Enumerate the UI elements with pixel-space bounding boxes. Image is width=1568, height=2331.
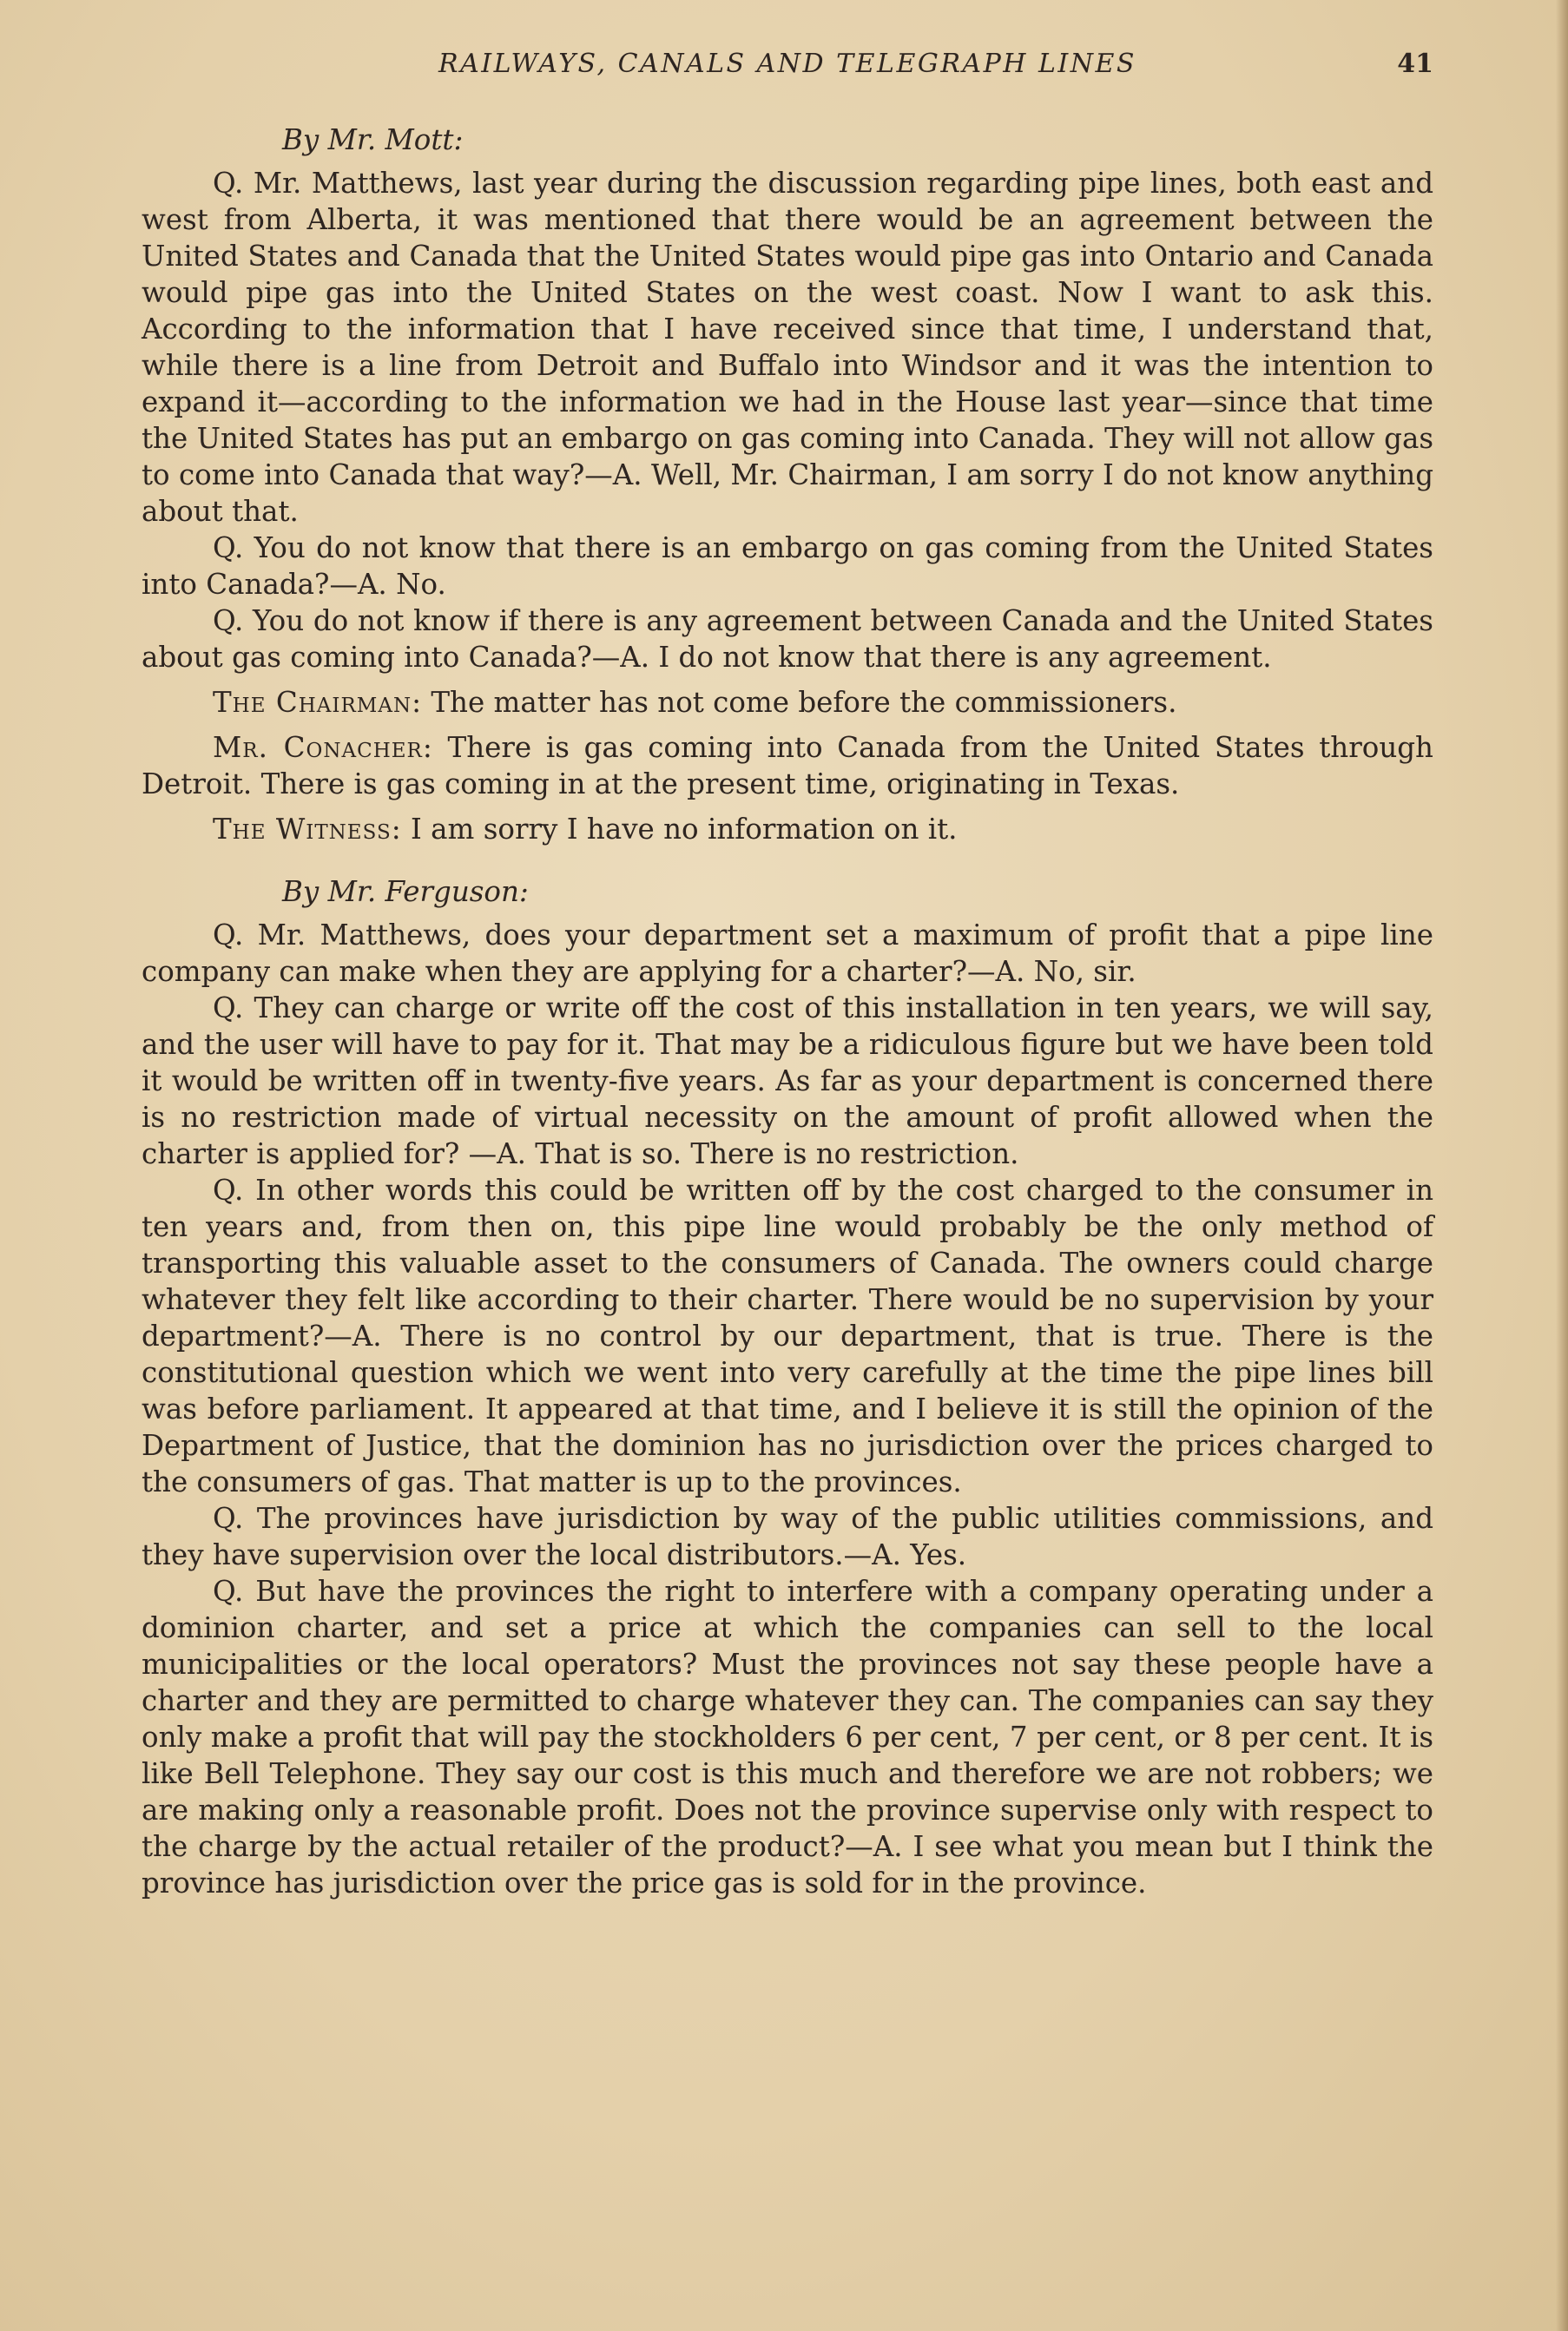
page-edge-shadow <box>1556 0 1568 2331</box>
header-title: RAILWAYS, CANALS AND TELEGRAPH LINES <box>438 49 1136 79</box>
paragraph: Q. The provinces have jurisdiction by way of the public utilities commissions, and they have supervision over the local distributors.—A. Yes. <box>142 1502 1433 1571</box>
paragraph: Q. You do not know if there is any agreement between Canada and the United States about gas coming into Canada?—A. I do not know that there is any agreement. <box>142 604 1433 674</box>
section-heading-ferguson: By Mr. Ferguson: <box>282 875 529 908</box>
paragraph: Q. Mr. Matthews, does your department set a maximum of profit that a pipe line company can make when they are applying for a charter?—A. No, sir. <box>142 919 1433 988</box>
dialogue-line <box>142 729 1433 802</box>
dialogue-text: There is gas coming into Canada from the United States through Detroit. There is gas coming in at the present time, originating in Texas. <box>142 731 1433 800</box>
speaker-label: The Chairman: <box>213 686 423 719</box>
dialogue-text: The matter has not come before the commissioners. <box>431 686 1177 719</box>
dialogue-text: I am sorry I have no information on it. <box>411 813 958 846</box>
speaker-label: Mr. Conacher: <box>213 731 433 764</box>
dialogue-line <box>142 811 1433 847</box>
paragraph: Q. They can charge or write off the cost of this installation in ten years, we will say, and the user will have to pay for it. That may be a ridiculous figure but we have been told it would be written off in twenty-five years. As far as your department is concerned there is no restriction made of virtual necessity on the amount of profit allowed when the charter is applied for? —A. That is so. There is no restriction. <box>142 991 1433 1170</box>
paragraph: Q. You do not know that there is an embargo on gas coming from the United States into Canada?—A. No. <box>142 531 1433 601</box>
running-header <box>142 49 1433 87</box>
page-number: 41 <box>1397 49 1433 79</box>
speaker-label: The Witness: <box>213 813 402 846</box>
section-heading-mott: By Mr. Mott: <box>282 123 464 156</box>
paragraph: Q. But have the provinces the right to interfere with a company operating under a dominion charter, and set a price at which the companies can sell to the local municipalities or the local operators? Must the provinces not say these people have a charter and they are permitted to charge whatever they can. The companies can say they only make a profit that will pay the stockholders 6 per cent, 7 per cent, or 8 per cent. It is like Bell Telephone. They say our cost is this much and therefore we are not robbers; we are making only a reasonable profit. Does not the province supervise only with respect to the charge by the actual retailer of the product?—A. I see what you mean but I think the province has jurisdiction over the price gas is sold for in the province. <box>142 1575 1433 1900</box>
transcript-body <box>142 122 1433 1901</box>
paragraph: Q. Mr. Matthews, last year during the discussion regarding pipe lines, both east and west from Alberta, it was mentioned that there would be an agreement between the United States and Canada that the United States would pipe gas into Ontario and Canada would pipe gas into the United States on the west coast. Now I want to ask this. According to the information that I have received since that time, I understand that, while there is a line from Detroit and Buffalo into Windsor and it was the intention to expand it—according to the information we had in the House last year—since that time the United States has put an embargo on gas coming into Canada. They will not allow gas to come into Canada that way?—A. Well, Mr. Chairman, I am sorry I do not know anything about that. <box>142 167 1433 528</box>
paragraph: Q. In other words this could be written off by the cost charged to the consumer in ten years and, from then on, this pipe line would probably be the only method of transporting this valuable asset to the consumers of Canada. The owners could charge whatever they felt like according to their charter. There would be no supervision by your department?—A. There is no control by our department, that is true. There is the constitutional question which we went into very carefully at the time the pipe lines bill was before parliament. It appeared at that time, and I believe it is still the opinion of the Department of Justice, that the dominion has no jurisdiction over the prices charged to the consumers of gas. That matter is up to the provinces. <box>142 1174 1433 1498</box>
dialogue-line <box>142 684 1433 721</box>
